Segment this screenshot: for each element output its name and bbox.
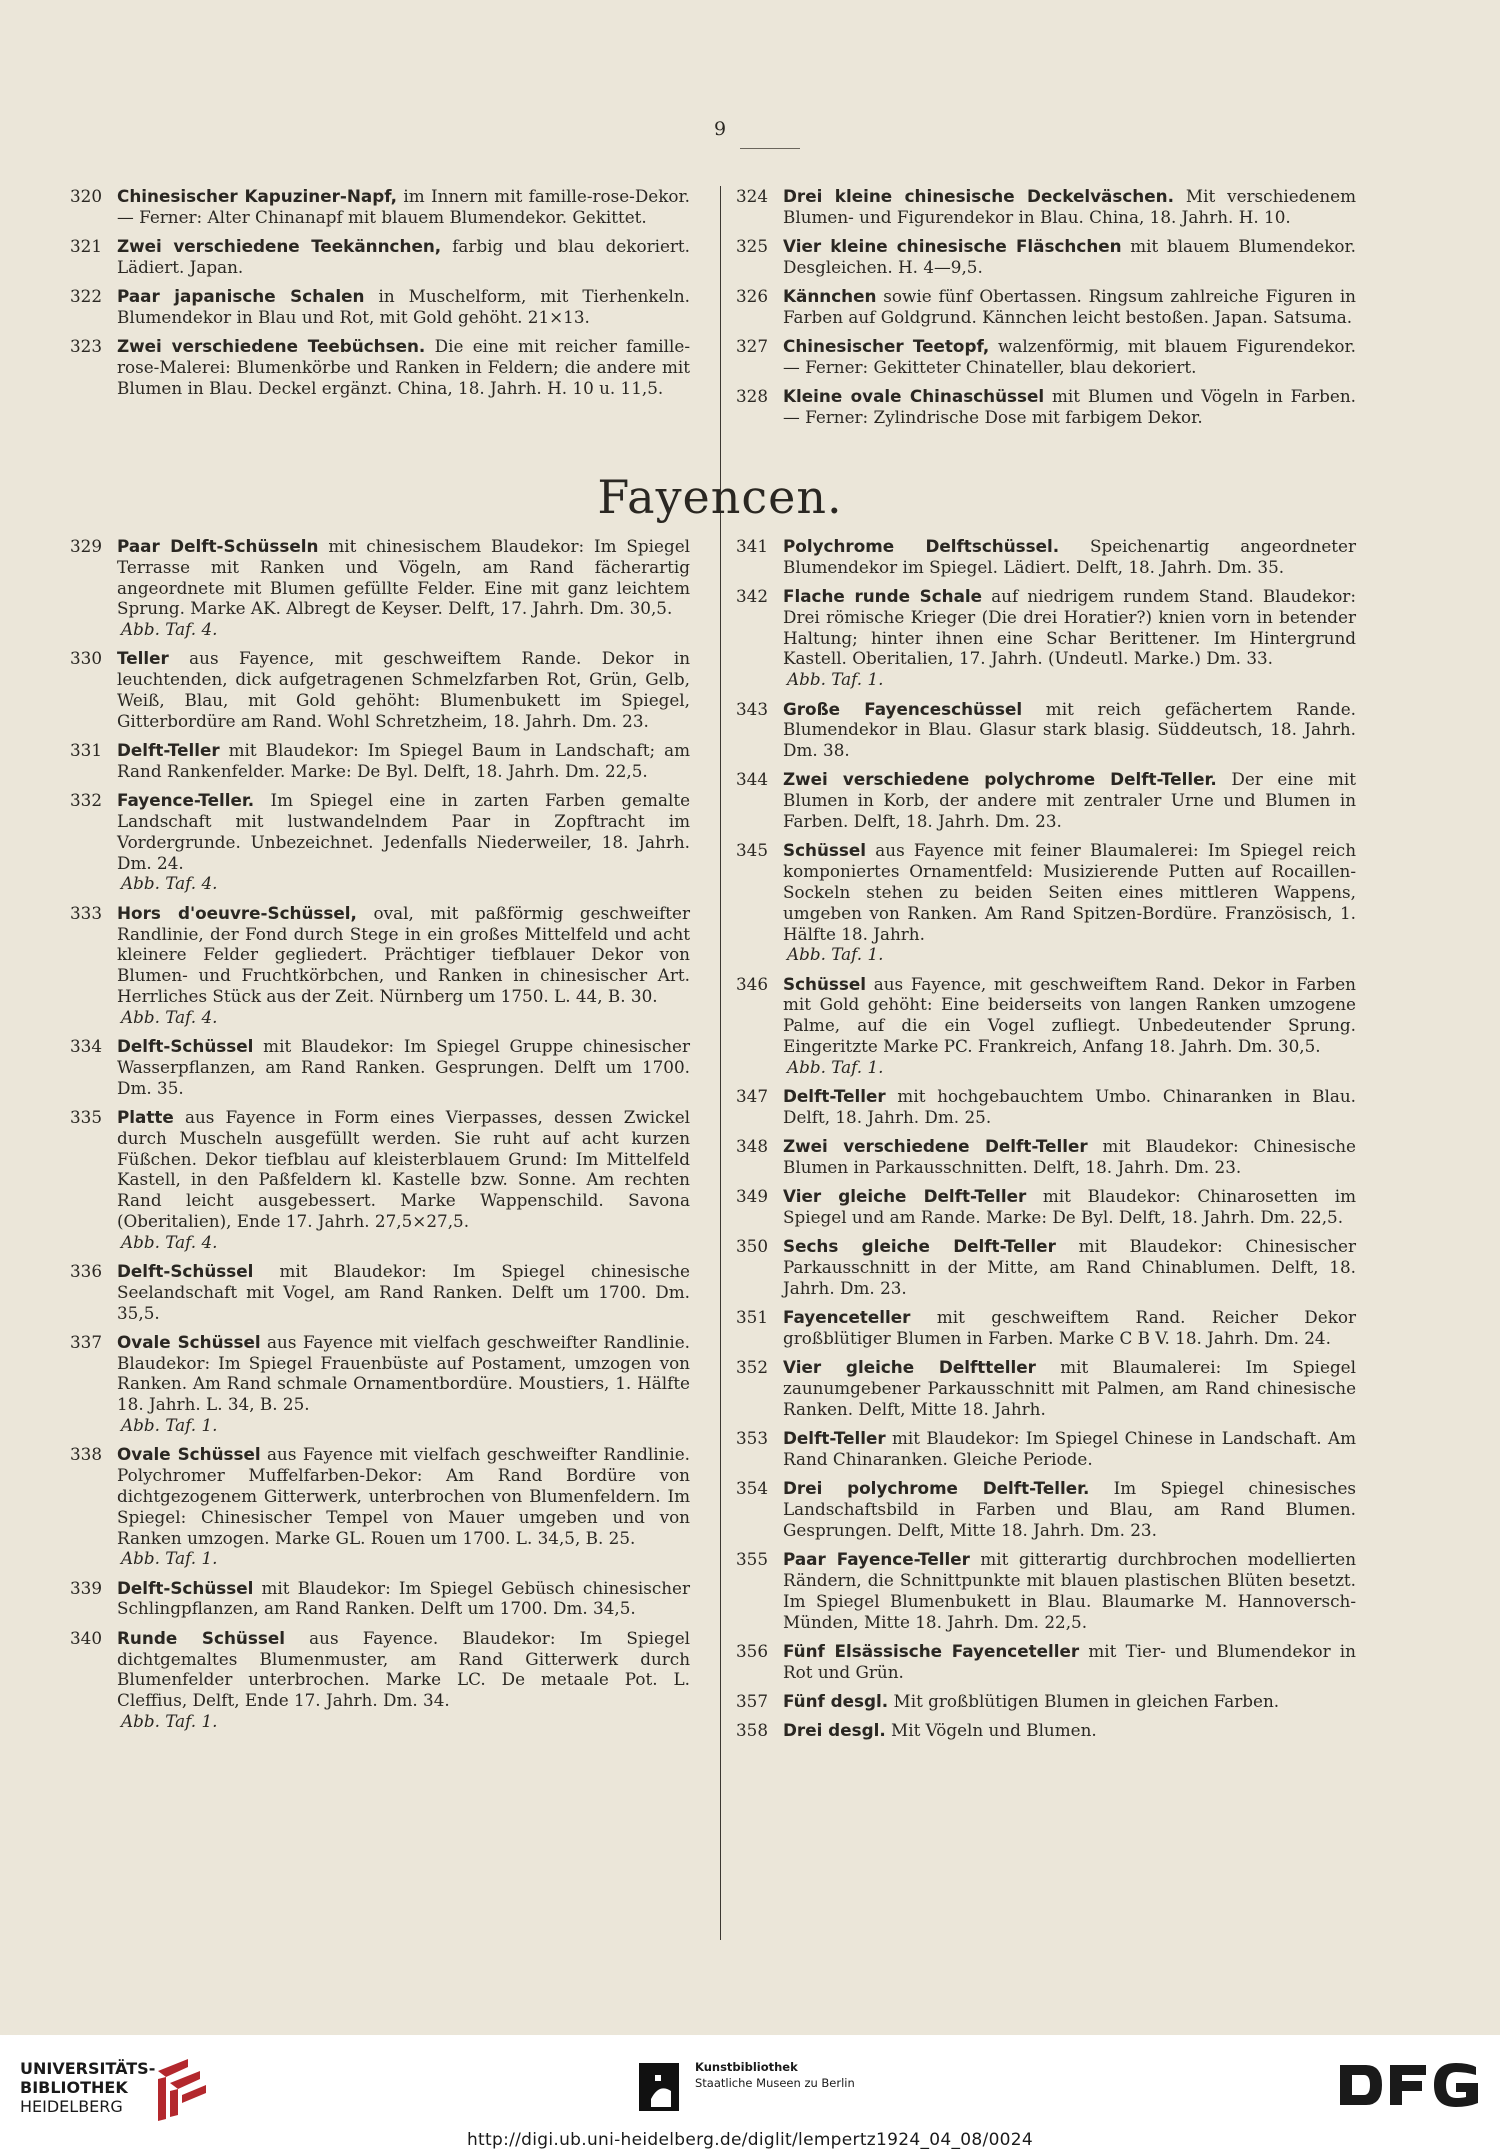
entry-description: Mit verschiedenem Blumen- und Figurendekor in Blau. China, 18. Jahrh. H. 10. [783,186,1356,227]
entry-number: 348 [736,1136,769,1157]
kunstbibliothek-logo[interactable] [635,2059,895,2119]
entry-title: Flache runde Schale [783,586,983,607]
entry-title: Delft-Schüssel [117,1577,254,1598]
catalog-entry-333 [70,903,690,1028]
entry-number: 349 [736,1186,769,1207]
entry-description: aus Fayence. Blaudekor: Im Spiegel dichtgemaltes Blumenmuster, am Rand Gitterwerk durch Blumenfelder unterbrochen. Marke LC. De metaale Pot. L. Cleffius, Delft, Ende 17. Jahrh. Dm. 34. [117,1627,690,1711]
catalog-entry-321 [70,236,690,278]
entry-title: Ovale Schüssel [117,1331,261,1352]
entry-number: 350 [736,1236,769,1257]
entry-description: mit Blaudekor: Chinesischer Parkausschnitt in der Mitte, am Rand Chinablumen. Delft, 18. Jahrh. Dm. 23. [783,1236,1356,1298]
catalog-entry-347 [736,1086,1356,1128]
catalog-entry-348 [736,1136,1356,1178]
entry-title: Ovale Schüssel [117,1444,261,1465]
column-main-left [70,536,690,1740]
entry-number: 338 [70,1444,103,1465]
catalog-entry-326 [736,286,1356,328]
university-seal-icon [148,2057,210,2123]
footer-bar [0,2035,1500,2153]
entry-description: mit geschweiftem Rand. Reicher Dekor großblütiger Blumen in Farben. Marke C B V. 18. Jahrh. Dm. 24. [783,1307,1356,1349]
entry-number: 354 [736,1478,769,1499]
entry-title: Zwei verschiedene Teekännchen, [117,236,442,257]
entry-number: 347 [736,1086,769,1107]
catalog-entry-349 [736,1186,1356,1228]
catalog-entry-346 [736,974,1356,1078]
entry-number: 343 [736,698,769,719]
entry-description: mit blauem Blumendekor. Desgleichen. H. 4—9,5. [783,236,1356,277]
catalog-entry-325 [736,236,1356,278]
entry-description: aus Fayence, mit geschweiftem Rand. Dekor in Farben mit Gold gehöht: Eine beiderseits von langen Ranken umzogene Palme, auf die ein Vogel zufliegt. Unbedeutender Sprung. Eingeritzte Marke PC. Frankreich, Anfang 18. Jahrh. Dm. 30,5. [783,973,1356,1057]
entry-number: 357 [736,1691,769,1712]
catalog-entry-334 [70,1036,690,1098]
entry-number: 337 [70,1331,103,1352]
kb-line-2: Staatliche Museen zu Berlin [695,2076,855,2090]
entry-illustration-ref: Abb. Taf. 4. [121,1231,218,1252]
entry-description: mit Blaudekor: Im Spiegel Gruppe chinesischer Wasserpflanzen, am Rand Ranken. Gesprungen. Delft um 1700. Dm. 35. [117,1036,690,1098]
entry-title: Delft-Teller [783,1086,886,1107]
entry-description: mit Blaudekor: Im Spiegel chinesische Seelandschaft mit Vogel, am Rand Ranken. Delft um 1700. Dm. 35,5. [117,1261,690,1323]
entry-title: Chinesischer Teetopf, [783,336,990,357]
kunstbibliothek-wordmark [695,2059,855,2091]
entry-number: 327 [736,336,769,357]
entry-illustration-ref: Abb. Taf. 4. [121,619,218,640]
entry-illustration-ref: Abb. Taf. 1. [121,1710,218,1731]
entry-description: aus Fayence mit vielfach geschweifter Randlinie. Blaudekor: Im Spiegel Frauenbüste auf Postament, umzogen von Ranken. Am Rand schmale Ornamentbordüre. Moustiers, 1. Hälfte 18. Jahrh. L. 34, B. 25. [117,1331,690,1415]
entry-number: 351 [736,1307,769,1328]
entry-title: Delft-Teller [117,740,220,761]
entry-illustration-ref: Abb. Taf. 1. [121,1415,218,1436]
entry-description: sowie fünf Obertassen. Ringsum zahlreiche Figuren in Farben auf Goldgrund. Kännchen leicht bestoßen. Japan. Satsuma. [783,286,1356,327]
entry-number: 330 [70,648,103,669]
entry-number: 352 [736,1357,769,1378]
entry-number: 346 [736,973,769,994]
entry-title: Vier kleine chinesische Fläschchen [783,236,1122,257]
entry-illustration-ref: Abb. Taf. 1. [787,944,884,965]
catalog-entry-327 [736,336,1356,378]
entry-number: 342 [736,586,769,607]
uni-line-3: HEIDELBERG [20,2097,123,2116]
entry-title: Kleine ovale Chinaschüssel [783,386,1045,407]
entry-title: Platte [117,1106,174,1127]
entry-title: Paar Fayence-Teller [783,1549,970,1570]
catalog-entry-331 [70,740,690,782]
catalog-entry-356 [736,1641,1356,1683]
entry-title: Schüssel [783,973,867,994]
entry-description: mit Blaudekor: Im Spiegel Gebüsch chinesischer Schlingpflanzen, am Rand Ranken. Delft um 1700. Dm. 34,5. [117,1577,690,1619]
entry-description: mit Blumen und Vögeln in Farben. — Ferner: Zylindrische Dose mit farbigem Dekor. [783,386,1356,428]
entry-number: 341 [736,536,769,556]
entry-number: 339 [70,1577,103,1598]
entry-title: Chinesischer Kapuziner-Napf, [117,186,397,206]
entry-number: 355 [736,1549,769,1570]
entry-description: aus Fayence mit vielfach geschweifter Randlinie. Polychromer Muffelfarben-Dekor: Am Rand Bordüre von dichtgezogenem Gitterwerk, unterbrochen von Blumenfeldern. Im Spiegel: Chinesischer Tempel von Mauer umgeben und von Ranken umzogen. Marke GL. Rouen um 1700. L. 34,5, B. 25. [117,1444,690,1548]
entry-description: Im Spiegel eine in zarten Farben gemalte Landschaft mit lustwandelndem Paar in Zopftracht im Vordergrunde. Unbezeichnet. Jedenfalls Niederweiler, 18. Jahrh. Dm. 24. [117,790,690,873]
entry-title: Drei desgl. [783,1720,886,1741]
kunstbibliothek-icon [635,2061,683,2113]
entry-title: Delft-Schüssel [117,1261,254,1281]
catalog-entry-353 [736,1428,1356,1470]
entry-title: Drei polychrome Delft-Teller. [783,1478,1090,1499]
catalog-entry-341 [736,536,1356,578]
entry-description: mit reich gefächertem Rande. Blumendekor in Blau. Glasur stark blasig. Süddeutsch, 18. Jahrh. Dm. 38. [783,698,1356,761]
entry-illustration-ref: Abb. Taf. 4. [121,873,218,894]
entry-description: mit Blaudekor: Chinesische Blumen in Parkausschnitten. Delft, 18. Jahrh. Dm. 23. [783,1136,1356,1178]
university-library-logo[interactable] [20,2057,220,2127]
entry-number: 328 [736,386,769,407]
entry-description: Speichenartig angeordneter Blumendekor im Spiegel. Lädiert. Delft, 18. Jahrh. Dm. 35. [783,536,1356,577]
entry-number: 336 [70,1261,103,1281]
entry-number: 320 [70,186,103,206]
entry-title: Fayence-Teller. [117,790,255,811]
entry-number: 345 [736,840,769,861]
catalog-entry-322 [70,286,690,328]
entry-number: 329 [70,536,103,556]
catalog-entry-358 [736,1720,1356,1741]
footer-url-link[interactable]: http://digi.ub.uni-heidelberg.de/diglit/lempertz1924_04_08/0024 [466,2130,1034,2150]
entry-description: mit hochgebauchtem Umbo. Chinaranken in Blau. Delft, 18. Jahrh. Dm. 25. [783,1086,1356,1127]
entry-description: Die eine mit reicher famille-rose-Malerei: Blumenkörbe und Ranken in Feldern; die andere mit Blumen in Blau. Deckel ergänzt. China, 18. Jahrh. H. 10 u. 11,5. [117,336,690,398]
catalog-entry-357 [736,1691,1356,1712]
entry-description: mit Tier- und Blumendekor in Rot und Grün. [783,1640,1356,1682]
catalog-entry-320 [70,186,690,228]
catalog-entry-342 [736,586,1356,690]
entry-number: 358 [736,1720,769,1741]
entry-number: 323 [70,336,103,357]
catalog-entry-354 [736,1478,1356,1540]
column-divider-main [720,538,721,1940]
column-main-right [736,536,1356,1750]
entry-illustration-ref: Abb. Taf. 1. [121,1548,218,1569]
entry-number: 326 [736,286,769,307]
entry-description: mit Blaudekor: Im Spiegel Chinese in Landschaft. Am Rand Chinaranken. Gleiche Periode. [783,1428,1356,1470]
entry-illustration-ref: Abb. Taf. 1. [787,1056,884,1077]
kb-line-1: Kunstbibliothek [695,2060,798,2074]
entry-description: oval, mit paßförmig geschweifter Randlinie, der Fond durch Stege in ein großes Mittelfeld und acht kleinere Felder gegliedert. Prächtiger tiefblauer Dekor von Blumen- und Fruchtkörbchen, und Ranken in chinesischer Art. Herrliches Stück aus der Zeit. Nürnberg um 1750. L. 44, B. 30. [117,902,690,1006]
catalog-entry-351 [736,1307,1356,1349]
entry-number: 340 [70,1627,103,1648]
entry-title: Fayenceteller [783,1307,911,1328]
entry-description: auf niedrigem rundem Stand. Blaudekor: Drei römische Krieger (Die drei Horatier?) knien vorn in betender Haltung; hinter ihnen eine Schar Berittener. Im Hintergrund Kastell. Oberitalien, 17. Jahrh. (Undeutl. Marke.) Dm. 33. [783,586,1356,669]
entry-title: Sechs gleiche Delft-Teller [783,1236,1056,1257]
catalog-entry-329 [70,536,690,640]
entry-description: mit Blaumalerei: Im Spiegel zaunumgebener Parkausschnitt mit Palmen, am Rand chinesische Ranken. Delft, Mitte 18. Jahrh. [783,1357,1356,1419]
dfg-wordmark-icon [1336,2057,1486,2117]
entry-number: 321 [70,236,103,257]
entry-number: 353 [736,1428,769,1449]
page-number: 9 [713,118,727,140]
section-heading: Fayencen. [597,470,843,524]
column-top-right [736,186,1356,436]
entry-description: mit Blaudekor: Im Spiegel Baum in Landschaft; am Rand Rankenfelder. Marke: De Byl. Delft, 18. Jahrh. Dm. 22,5. [117,740,690,781]
entry-description: mit chinesischem Blaudekor: Im Spiegel Terrasse mit Ranken und Vögeln, am Rand fächerartig angeordnete mit Blumen gefüllte Felder. Eine mit ganz leichtem Sprung. Marke AK. Albregt de Keyser. Delft, 17. Jahrh. Dm. 30,5. [117,536,691,619]
catalog-entry-323 [70,336,690,398]
entry-description: Der eine mit Blumen in Korb, der andere mit zentraler Urne und Blumen in Farben. Delft, 18. Jahrh. Dm. 23. [783,769,1356,832]
entry-number: 344 [736,769,769,790]
entry-description: mit Blaudekor: Chinarosetten im Spiegel und am Rande. Marke: De Byl. Delft, 18. Jahrh. Dm. 22,5. [783,1186,1356,1228]
catalog-entry-336 [70,1261,690,1323]
entry-title: Paar japanische Schalen [117,286,365,307]
catalog-entry-324 [736,186,1356,228]
entry-title: Runde Schüssel [117,1627,285,1648]
catalog-entry-355 [736,1549,1356,1632]
entry-number: 333 [70,902,103,923]
entry-title: Polychrome Delftschüssel. [783,536,1060,556]
catalog-entry-330 [70,648,690,731]
entry-number: 332 [70,790,103,811]
entry-number: 334 [70,1036,103,1057]
catalog-entry-332 [70,790,690,894]
entry-description: in Muschelform, mit Tierhenkeln. Blumendekor in Blau und Rot, mit Gold gehöht. 21×13. [117,286,690,327]
page-number-rule [740,148,800,149]
entry-description: Mit großblütigen Blumen in gleichen Farben. [888,1691,1280,1712]
entry-description: mit gitterartig durchbrochen modellierten Rändern, die Schnittpunkte mit blauen plastischen Blüten besetzt. Im Spiegel Blumenbukett in Blau. Blaumarke M. Hannoversch-Münden, Mitte 18. Jahrh. Dm. 22,5. [783,1549,1356,1632]
catalog-entry-338 [70,1444,690,1569]
entry-description: Im Spiegel chinesisches Landschaftsbild in Farben und Blau, am Rand Blumen. Gesprungen. Delft, Mitte 18. Jahrh. Dm. 23. [783,1478,1356,1540]
catalog-entry-343 [736,699,1356,761]
entry-title: Delft-Teller [783,1428,886,1449]
entry-title: Zwei verschiedene Teebüchsen. [117,336,426,357]
entry-title: Schüssel [783,840,867,861]
catalog-entry-337 [70,1332,690,1436]
entry-illustration-ref: Abb. Taf. 4. [121,1006,218,1027]
entry-title: Zwei verschiedene Delft-Teller [783,1136,1088,1157]
entry-title: Kännchen [783,286,877,307]
entry-title: Vier gleiche Delft-Teller [783,1186,1027,1207]
entry-description: Mit Vögeln und Blumen. [885,1720,1097,1741]
entry-number: 331 [70,740,103,761]
catalog-entry-328 [736,386,1356,428]
entry-illustration-ref: Abb. Taf. 1. [787,669,884,690]
catalog-entry-352 [736,1357,1356,1419]
entry-title: Fünf desgl. [783,1691,889,1712]
entry-title: Teller [117,648,169,669]
catalog-entry-335 [70,1107,690,1253]
catalog-entry-345 [736,840,1356,965]
entry-title: Zwei verschiedene polychrome Delft-Teller. [783,769,1217,790]
catalog-entry-339 [70,1578,690,1620]
entry-description: farbig und blau dekoriert. Lädiert. Japan. [117,236,691,277]
catalog-entry-344 [736,769,1356,831]
dfg-logo[interactable] [1336,2057,1486,2117]
uni-line-1: UNIVERSITÄTS- [20,2059,156,2078]
entry-title: Fünf Elsässische Fayenceteller [783,1640,1080,1661]
entry-title: Delft-Schüssel [117,1036,254,1057]
entry-number: 322 [70,286,103,307]
uni-line-2: BIBLIOTHEK [20,2078,128,2097]
catalog-entry-340 [70,1628,690,1732]
university-library-wordmark [20,2059,155,2116]
entry-title: Drei kleine chinesische Deckelväschen. [783,186,1174,206]
entry-title: Paar Delft-Schüsseln [117,536,319,556]
entry-description: im Innern mit famille-rose-Dekor. — Ferner: Alter Chinanapf mit blauem Blumendekor. Gekittet. [117,186,691,227]
entry-description: aus Fayence mit feiner Blaumalerei: Im Spiegel reich komponiertes Ornamentfeld: Musizierende Putten auf Rocaillen-Sockeln stehen zu beiden Seiten eines mittleren Wappens, umgeben von Ranken. Am Rand Spitzen-Bordüre. Französisch, 1. Hälfte 18. Jahrh. [783,840,1356,944]
entry-number: 356 [736,1640,769,1661]
entry-number: 325 [736,236,769,257]
entry-description: walzenförmig, mit blauem Figurendekor. — Ferner: Gekitteter Chinateller, blau dekoriert. [783,336,1356,378]
column-top-left [70,186,690,407]
entry-title: Vier gleiche Delftteller [783,1357,1036,1378]
catalog-entry-350 [736,1236,1356,1298]
entry-title: Hors d'oeuvre-Schüssel, [117,902,357,923]
entry-number: 335 [70,1106,103,1127]
entry-description: aus Fayence, mit geschweiftem Rande. Dekor in leuchtenden, dick aufgetragenen Schmelzfarben Rot, Grün, Gelb, Weiß, Blau, mit Gold gehöht: Blumenbukett im Spiegel, Gitterbordüre am Rand. Wohl Schretzheim, 18. Jahrh. Dm. 23. [117,648,690,731]
entry-description: aus Fayence in Form eines Vierpasses, dessen Zwickel durch Muscheln ausgefüllt werden. Sie ruht auf acht kurzen Füßchen. Dekor tiefblau auf kleisterblauem Grund: Im Mittelfeld Kastell, in den Paßfeldern kl. Kastelle bzw. Sonne. Am rechten Rand leicht ausgebessert. Marke Wappenschild. Savona (Oberitalien), Ende 17. Jahrh. 27,5×27,5. [117,1106,690,1231]
entry-title: Große Fayenceschüssel [783,698,1023,719]
entry-number: 324 [736,186,769,206]
